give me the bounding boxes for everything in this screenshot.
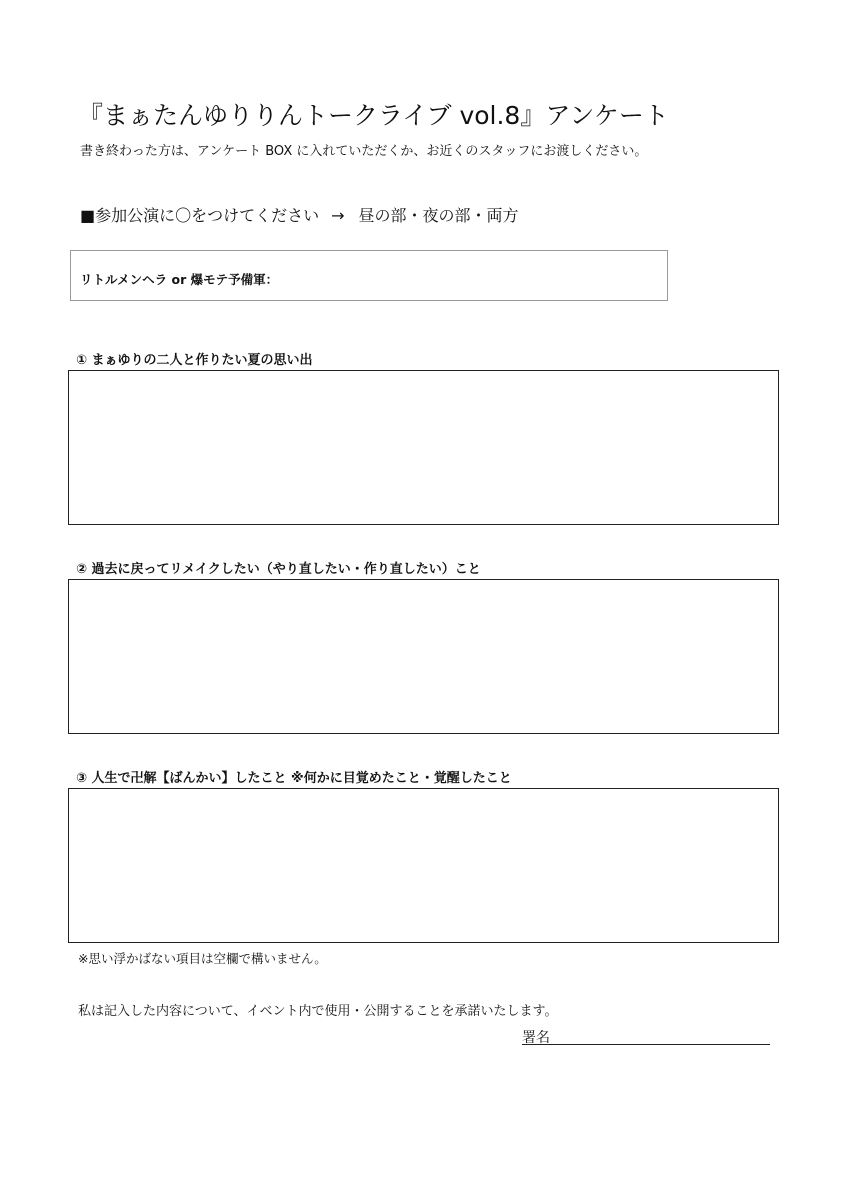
consent-text: 私は記入した内容について、イベント内で使用・公開することを承諾いたします。 <box>78 1004 558 1019</box>
question-3-label: ③ 人生で卍解【ばんかい】したこと ※何かに目覚めたこと・覚醒したこと <box>76 771 512 786</box>
blank-note: ※思い浮かばない項目は空欄で構いません。 <box>78 951 327 966</box>
signature-line[interactable] <box>522 1044 770 1045</box>
signature-label: 署名 <box>522 1030 550 1046</box>
question-2-label: ② 過去に戻ってリメイクしたい（やり直したい・作り直したい）こと <box>76 562 481 577</box>
session-label: ■参加公演に〇をつけてください <box>80 206 320 225</box>
arrow-icon: → <box>331 206 345 225</box>
session-selection <box>80 203 519 226</box>
question-3-answer-box[interactable] <box>68 788 779 943</box>
question-2-answer-box[interactable] <box>68 579 779 734</box>
page-title: 『まぁたんゆりりんトークライブ vol.8』アンケート <box>78 101 669 130</box>
session-options[interactable]: 昼の部・夜の部・両方 <box>358 206 519 225</box>
question-1-label: ① まぁゆりの二人と作りたい夏の思い出 <box>76 353 313 368</box>
question-1-answer-box[interactable] <box>68 370 779 525</box>
instructions-text: 書き終わった方は、アンケート BOX に入れていただくか、お近くのスタッフにお渡しください。 <box>80 144 648 159</box>
type-label: リトルメンヘラ or 爆モテ予備軍： <box>80 272 279 287</box>
